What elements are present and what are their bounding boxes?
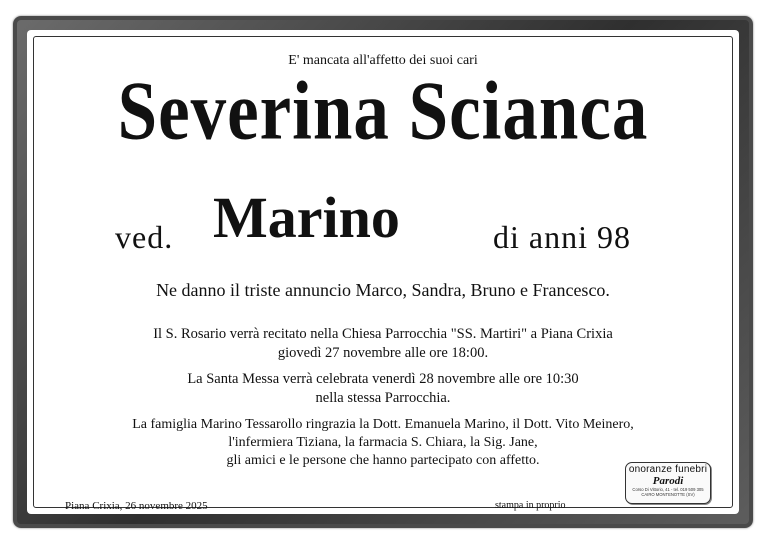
rosary-info bbox=[27, 325, 739, 363]
married-name-row bbox=[27, 171, 739, 255]
age-label: di anni 98 bbox=[493, 219, 631, 255]
thanks-line: La famiglia Marino Tessarollo ringrazia la Dott. Emanuela Marino, il Dott. Vito Meinero, bbox=[132, 417, 634, 432]
thanks-line: gli amici e le persone che hanno partecipato con affetto. bbox=[226, 453, 540, 468]
logo-address-line: Corso Di Vittorio, 41 - tel. 019 509 305 bbox=[632, 487, 704, 492]
mass-line: nella stessa Parrocchia. bbox=[315, 390, 451, 406]
intro-line: E' mancata all'affetto dei suoi cari bbox=[288, 53, 478, 68]
rosary-line: Il S. Rosario verrà recitato nella Chiesa Parrocchia "SS. Martiri" a Piana Crixia bbox=[153, 326, 613, 342]
mass-line: La Santa Messa verrà celebrata venerdì 28 novembre alle ore 10:30 bbox=[187, 371, 579, 387]
place-date: Piana Crixia, 26 novembre 2025 bbox=[65, 500, 208, 512]
logo-top-text: onoranze funebri bbox=[628, 464, 708, 475]
married-name: Marino bbox=[213, 185, 400, 250]
funeral-home-logo bbox=[625, 462, 711, 504]
notice-panel bbox=[27, 30, 739, 514]
thanks-line: l'infermiera Tiziana, la farmacia S. Chiara, la Sig. Jane, bbox=[228, 435, 538, 450]
notice-frame bbox=[13, 16, 753, 528]
deceased-name: Severina Scianca bbox=[117, 65, 649, 158]
announcement: Ne danno il triste annuncio Marco, Sandra, Bruno e Francesco. bbox=[156, 280, 610, 300]
logo-name: Parodi bbox=[652, 475, 684, 487]
print-note: stampa in proprio bbox=[495, 500, 566, 511]
logo-address-line: CAIRO MONTENOTTE (SV) bbox=[641, 492, 695, 497]
rosary-line: giovedì 27 novembre alle ore 18:00. bbox=[277, 345, 489, 361]
widow-label: ved. bbox=[115, 219, 174, 255]
mass-info bbox=[27, 370, 739, 408]
